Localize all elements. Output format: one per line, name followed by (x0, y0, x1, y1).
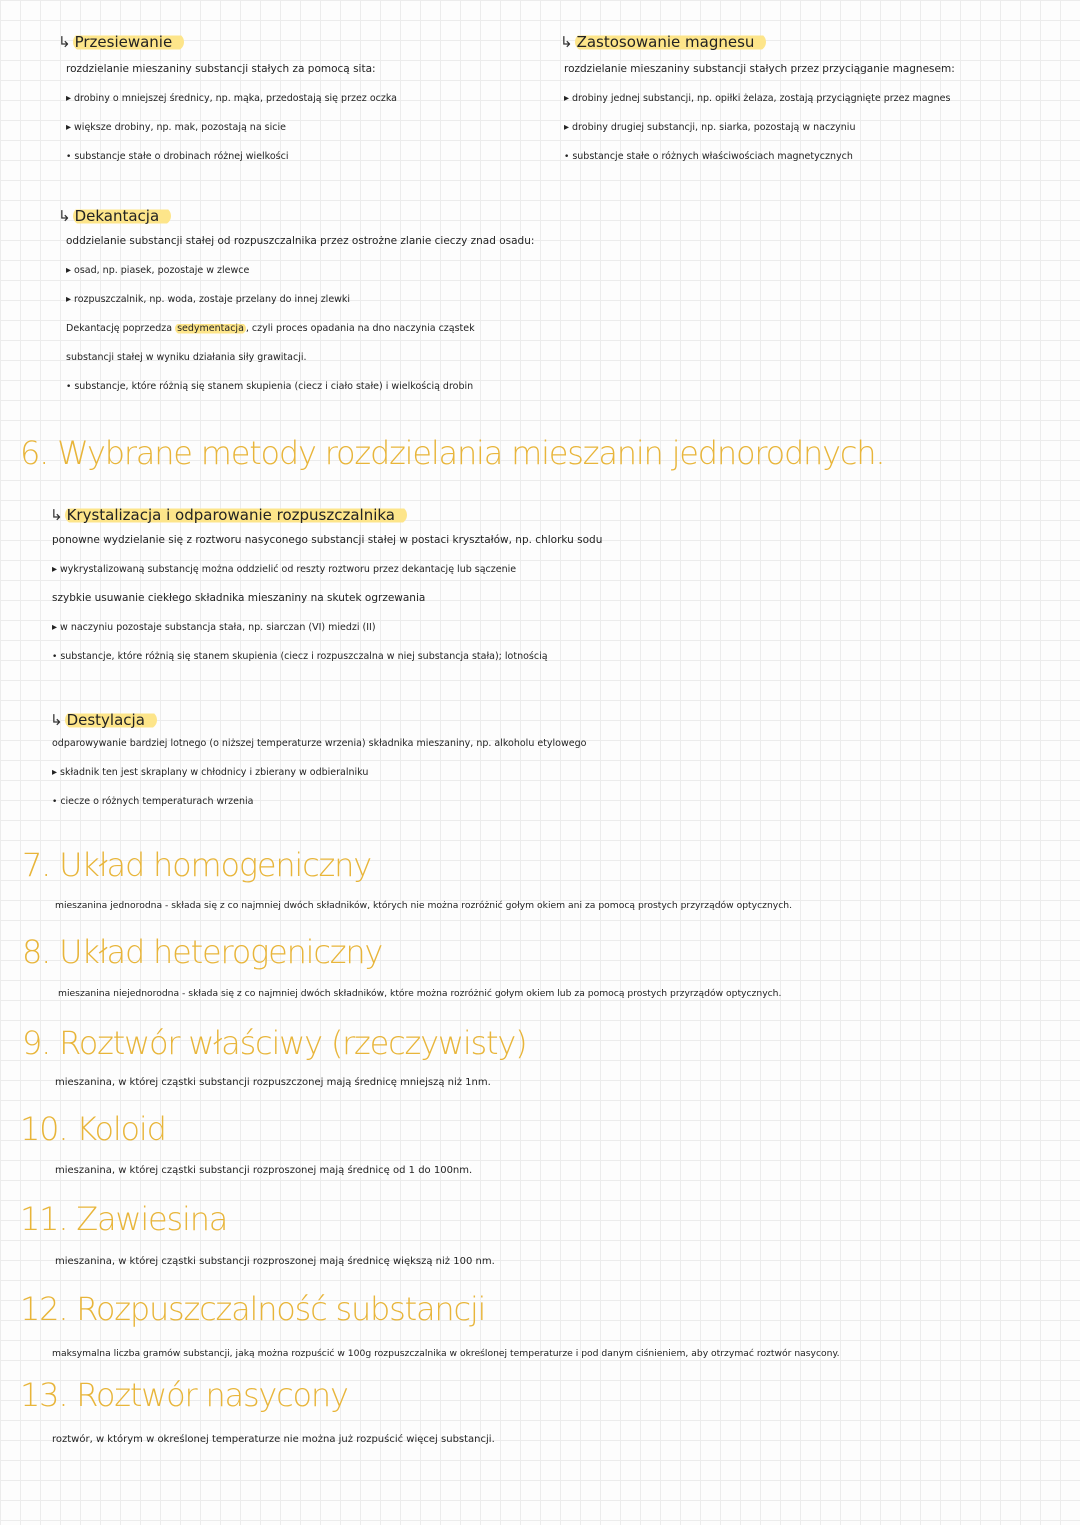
przesiewanie-dot-1: • substancje stałe o drobinach różnej wielkości (66, 142, 397, 172)
krystalizacja-line-2: szybkie usuwanie ciekłego składnika mieszaniny na skutek ogrzewania (52, 592, 426, 604)
dekantacja-sentence-1: Dekantację poprzedza sedymentacja , czyli proces opadania na dno naczynia cząstek (66, 323, 475, 334)
dekantacja-bullet-2: ▸ rozpuszczalnik, np. woda, zostaje przelany do innej zlewki (66, 285, 534, 314)
przesiewanie-heading: ↳ Przesiewanie (58, 32, 397, 51)
przesiewanie-section (58, 32, 397, 172)
definition-7: mieszanina jednorodna - składa się z co najmniej dwóch składników, których nie można rozróżnić gołym okiem ani za pomocą prostych przyrządów optycznych. (55, 900, 793, 911)
krystalizacja-section (50, 505, 602, 672)
krystalizacja-bullet-1: ▸ wykrystalizowaną substancję można oddzielić od reszty roztworu przez dekantację lub sączenie (52, 555, 602, 584)
magnes-bullet-2: ▸ drobiny drugiej substancji, np. siarka, pozostają w naczyniu (564, 113, 955, 142)
arrow-icon: ↳ (50, 711, 63, 729)
dekantacja-sentence-2: substancji stałej w wyniku działania siły grawitacji. (66, 352, 307, 363)
magnes-intro: rozdzielanie mieszaniny substancji stałych przez przyciąganie magnesem: (564, 63, 955, 75)
heading-13: 13. Roztwór nasycony (20, 1376, 348, 1414)
arrow-icon: ↳ (58, 207, 71, 225)
heading-6: 6. Wybrane metody rozdzielania mieszanin jednorodnych. (20, 434, 885, 472)
magnes-bullet-1: ▸ drobiny jednej substancji, np. opiłki żelaza, zostają przyciągnięte przez magnes (564, 84, 955, 113)
definition-8: mieszanina niejednorodna - składa się z co najmniej dwóch składników, które można rozróżnić gołym okiem lub za pomocą prostych przyrządów optycznych. (58, 988, 782, 999)
arrow-icon: ↳ (58, 33, 71, 51)
heading-8: 8. Układ heterogeniczny (22, 933, 383, 971)
dekantacja-heading: ↳ Dekantacja (58, 206, 534, 225)
przesiewanie-bullet-2: ▸ większe drobiny, np. mak, pozostają na sicie (66, 113, 397, 142)
dekantacja-dot-1: • substancje, które różnią się stanem skupienia (ciecz i ciało stałe) i wielkością drobin (66, 372, 534, 402)
dekantacja-intro: oddzielanie substancji stałej od rozpuszczalnika przez ostrożne zlanie cieczy znad osadu: (66, 235, 535, 247)
krystalizacja-bullet-2: ▸ w naczyniu pozostaje substancja stała, np. siarczan (VI) miedzi (II) (52, 613, 602, 642)
dekantacja-section (58, 206, 534, 402)
heading-10: 10. Koloid (20, 1110, 166, 1148)
krystalizacja-dot-1: • substancje, które różnią się stanem skupienia (ciecz i rozpuszczalna w niej substancja stała); lotnością (52, 642, 602, 672)
krystalizacja-line-1: ponowne wydzielanie się z roztworu nasyconego substancji stałej w postaci kryształów, np. chlorku sodu (52, 534, 603, 546)
definition-10: mieszanina, w której cząstki substancji rozproszonej mają średnicę od 1 do 100nm. (55, 1165, 473, 1176)
magnes-section (560, 32, 955, 172)
dekantacja-bullet-1: ▸ osad, np. piasek, pozostaje w zlewce (66, 256, 534, 285)
definition-9: mieszanina, w której cząstki substancji rozpuszczonej mają średnicę mniejszą niż 1nm. (55, 1077, 491, 1088)
przesiewanie-intro: rozdzielanie mieszaniny substancji stałych za pomocą sita: (66, 63, 376, 75)
arrow-icon: ↳ (50, 506, 63, 524)
magnes-dot-1: • substancje stałe o różnych właściwościach magnetycznych (564, 142, 955, 172)
definition-12: maksymalna liczba gramów substancji, jaką można rozpuścić w 100g rozpuszczalnika w określonej temperaturze i pod danym ciśnieniem, aby otrzymać roztwór nasycony. (52, 1348, 840, 1359)
krystalizacja-heading: ↳ Krystalizacja i odparowanie rozpuszczalnika (50, 505, 602, 524)
heading-9: 9. Roztwór właściwy (rzeczywisty) (22, 1024, 527, 1062)
destylacja-dot-1: • ciecze o różnych temperaturach wrzenia (52, 787, 586, 817)
destylacja-heading: ↳ Destylacja (50, 710, 586, 729)
heading-7: 7. Układ homogeniczny (22, 846, 371, 884)
heading-12: 12. Rozpuszczalność substancji (20, 1290, 486, 1328)
przesiewanie-bullet-1: ▸ drobiny o mniejszej średnicy, np. mąka, przedostają się przez oczka (66, 84, 397, 113)
magnes-heading: ↳ Zastosowanie magnesu (560, 32, 955, 51)
heading-11: 11. Zawiesina (20, 1200, 228, 1238)
destylacja-line-1: odparowywanie bardziej lotnego (o niższej temperaturze wrzenia) składnika mieszaniny, np. alkoholu etylowego (52, 738, 587, 749)
definition-13: roztwór, w którym w określonej temperaturze nie można już rozpuścić więcej substancji. (52, 1434, 495, 1445)
definition-11: mieszanina, w której cząstki substancji rozproszonej mają średnicę większą niż 100 nm. (55, 1256, 495, 1267)
destylacja-bullet-1: ▸ składnik ten jest skraplany w chłodnicy i zbierany w odbieralniku (52, 758, 586, 787)
sedymentacja-highlight: sedymentacja (177, 323, 244, 334)
destylacja-section (50, 710, 586, 817)
arrow-icon: ↳ (560, 33, 573, 51)
